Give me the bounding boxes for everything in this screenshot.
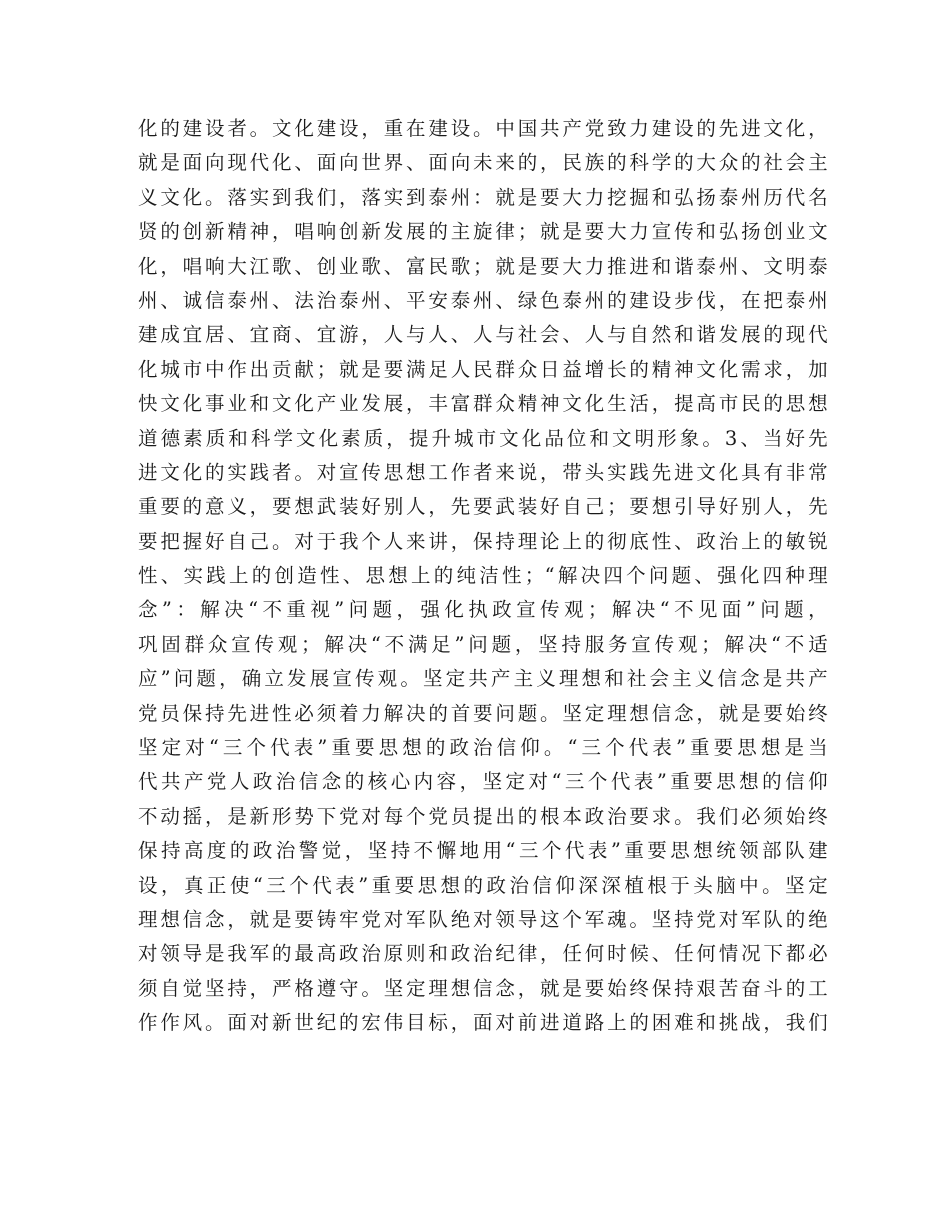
text-line: 不动摇，是新形势下党对每个党员提出的根本政治要求。我们必须始终: [138, 804, 828, 828]
text-line: 应”问题，确立发展宣传观。坚定共产主义理想和社会主义信念是共产: [138, 667, 828, 691]
text-line: 保持高度的政治警觉，坚持不懈地用“三个代表”重要思想统领部队建: [138, 839, 828, 863]
text-line: 快文化事业和文化产业发展，丰富群众精神文化生活，提高市民的思想: [138, 392, 828, 416]
text-line: 道德素质和科学文化素质，提升城市文化品位和文明形象。3、当好先: [138, 426, 828, 450]
text-line: 党员保持先进性必须着力解决的首要问题。坚定理想信念，就是要始终: [138, 701, 828, 725]
text-line: 建成宜居、宜商、宜游，人与人、人与社会、人与自然和谐发展的现代: [138, 323, 828, 347]
text-line: 要把握好自己。对于我个人来讲，保持理论上的彻底性、政治上的敏锐: [138, 529, 828, 553]
text-line: 代共产党人政治信念的核心内容，坚定对“三个代表”重要思想的信仰: [138, 770, 828, 794]
text-line: 须自觉坚持，严格遵守。坚定理想信念，就是要始终保持艰苦奋斗的工: [138, 976, 828, 1000]
text-line: 设，真正使“三个代表”重要思想的政治信仰深深植根于头脑中。坚定: [138, 873, 828, 897]
text-line: 念”：解决“不重视”问题，强化执政宣传观；解决“不见面”问题，: [138, 598, 828, 622]
text-line: 义文化。落实到我们，落实到泰州：就是要大力挖掘和弘扬泰州历代名: [138, 185, 828, 209]
text-line: 巩固群众宣传观；解决“不满足”问题，坚持服务宣传观；解决“不适: [138, 632, 828, 656]
text-line: 化的建设者。文化建设，重在建设。中国共产党致力建设的先进文化，: [138, 117, 828, 140]
text-line: 化，唱响大江歌、创业歌、富民歌；就是要大力推进和谐泰州、文明泰: [138, 254, 828, 278]
text-line: 就是面向现代化、面向世界、面向未来的，民族的科学的大众的社会主: [138, 151, 828, 175]
text-line: 化城市中作出贡献；就是要满足人民群众日益增长的精神文化需求，加: [138, 357, 828, 381]
text-line: 理想信念，就是要铸牢党对军队绝对领导这个军魂。坚持党对军队的绝: [138, 907, 828, 931]
text-line: 坚定对“三个代表”重要思想的政治信仰。“三个代表”重要思想是当: [138, 736, 828, 760]
text-line: 作作风。面对新世纪的宏伟目标，面对前进道路上的困难和挑战，我们: [138, 1011, 828, 1035]
text-line: 对领导是我军的最高政治原则和政治纪律，任何时候、任何情况下都必: [138, 942, 828, 966]
text-line: 性、实践上的创造性、思想上的纯洁性；“解决四个问题、强化四种理: [138, 564, 828, 588]
text-line: 重要的意义，要想武装好别人，先要武装好自己；要想引导好别人，先: [138, 495, 828, 519]
body-text: [138, 112, 828, 1041]
text-line: 贤的创新精神，唱响创新发展的主旋律；就是要大力宣传和弘扬创业文: [138, 220, 828, 244]
text-line: 进文化的实践者。对宣传思想工作者来说，带头实践先进文化具有非常: [138, 460, 828, 484]
text-line: 州、诚信泰州、法治泰州、平安泰州、绿色泰州的建设步伐，在把泰州: [138, 288, 828, 312]
